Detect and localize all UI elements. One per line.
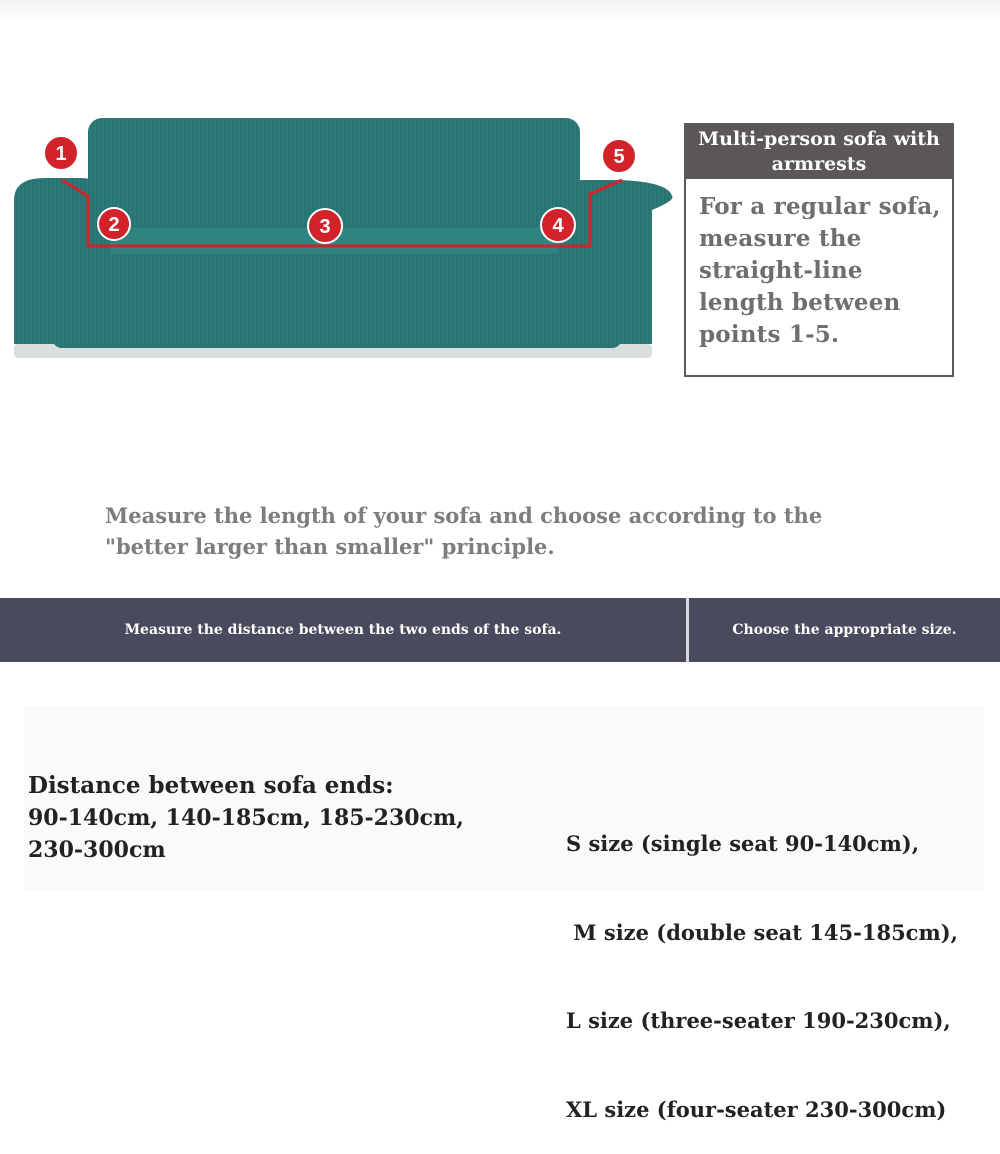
svg-text:2: 2 xyxy=(108,214,120,236)
marker-5 xyxy=(602,139,636,173)
marker-3 xyxy=(308,209,342,243)
distance-block xyxy=(28,770,528,866)
size-list xyxy=(566,770,996,1154)
info-text-line: measure the xyxy=(699,225,862,252)
info-text-line: For a regular sofa, xyxy=(699,193,941,220)
measure-note-line-2: "better larger than smaller" principle. xyxy=(105,534,555,559)
info-text-line: length between xyxy=(699,289,901,316)
info-box-title xyxy=(686,125,952,179)
svg-text:3: 3 xyxy=(319,216,331,238)
top-strip xyxy=(0,0,1000,22)
band-measure-distance xyxy=(0,598,686,662)
info-text-line: points 1-5. xyxy=(699,321,840,348)
svg-text:4: 4 xyxy=(552,215,564,237)
distance-line-1: 90-140cm, 140-185cm, 185-230cm, xyxy=(28,805,464,831)
svg-text:1: 1 xyxy=(55,143,67,165)
info-box-text xyxy=(686,179,952,351)
sofa-svg xyxy=(0,100,680,380)
measurement-info-box xyxy=(684,123,954,377)
info-title-line-2: armrests xyxy=(771,153,867,175)
info-text-line: straight-line xyxy=(699,257,863,284)
sofa-illustration xyxy=(0,100,680,380)
info-title-line-1: Multi-person sofa with xyxy=(698,128,940,150)
band-left-label: Measure the distance between the two ends of the sofa. xyxy=(124,622,562,638)
distance-heading: Distance between sofa ends: xyxy=(28,772,394,799)
band-choose-size xyxy=(689,598,1000,662)
size-item-xl: XL size (four-seater 230-300cm) xyxy=(566,1096,947,1122)
size-item-s: S size (single seat 90-140cm), xyxy=(566,831,920,856)
marker-2 xyxy=(98,208,130,240)
distance-line-2: 230-300cm xyxy=(28,837,166,863)
measure-note xyxy=(105,500,905,562)
size-item-m: M size (double seat 145-185cm), xyxy=(566,919,958,945)
marker-4 xyxy=(541,208,575,242)
sofa-left-arm xyxy=(14,178,110,344)
band-right-label: Choose the appropriate size. xyxy=(732,622,957,638)
size-item-l: L size (three-seater 190-230cm), xyxy=(566,1008,951,1033)
svg-text:5: 5 xyxy=(613,146,625,168)
measure-note-line-1: Measure the length of your sofa and choose according to the xyxy=(105,503,823,528)
marker-1 xyxy=(44,136,78,170)
sofa-right-arm xyxy=(558,180,673,344)
